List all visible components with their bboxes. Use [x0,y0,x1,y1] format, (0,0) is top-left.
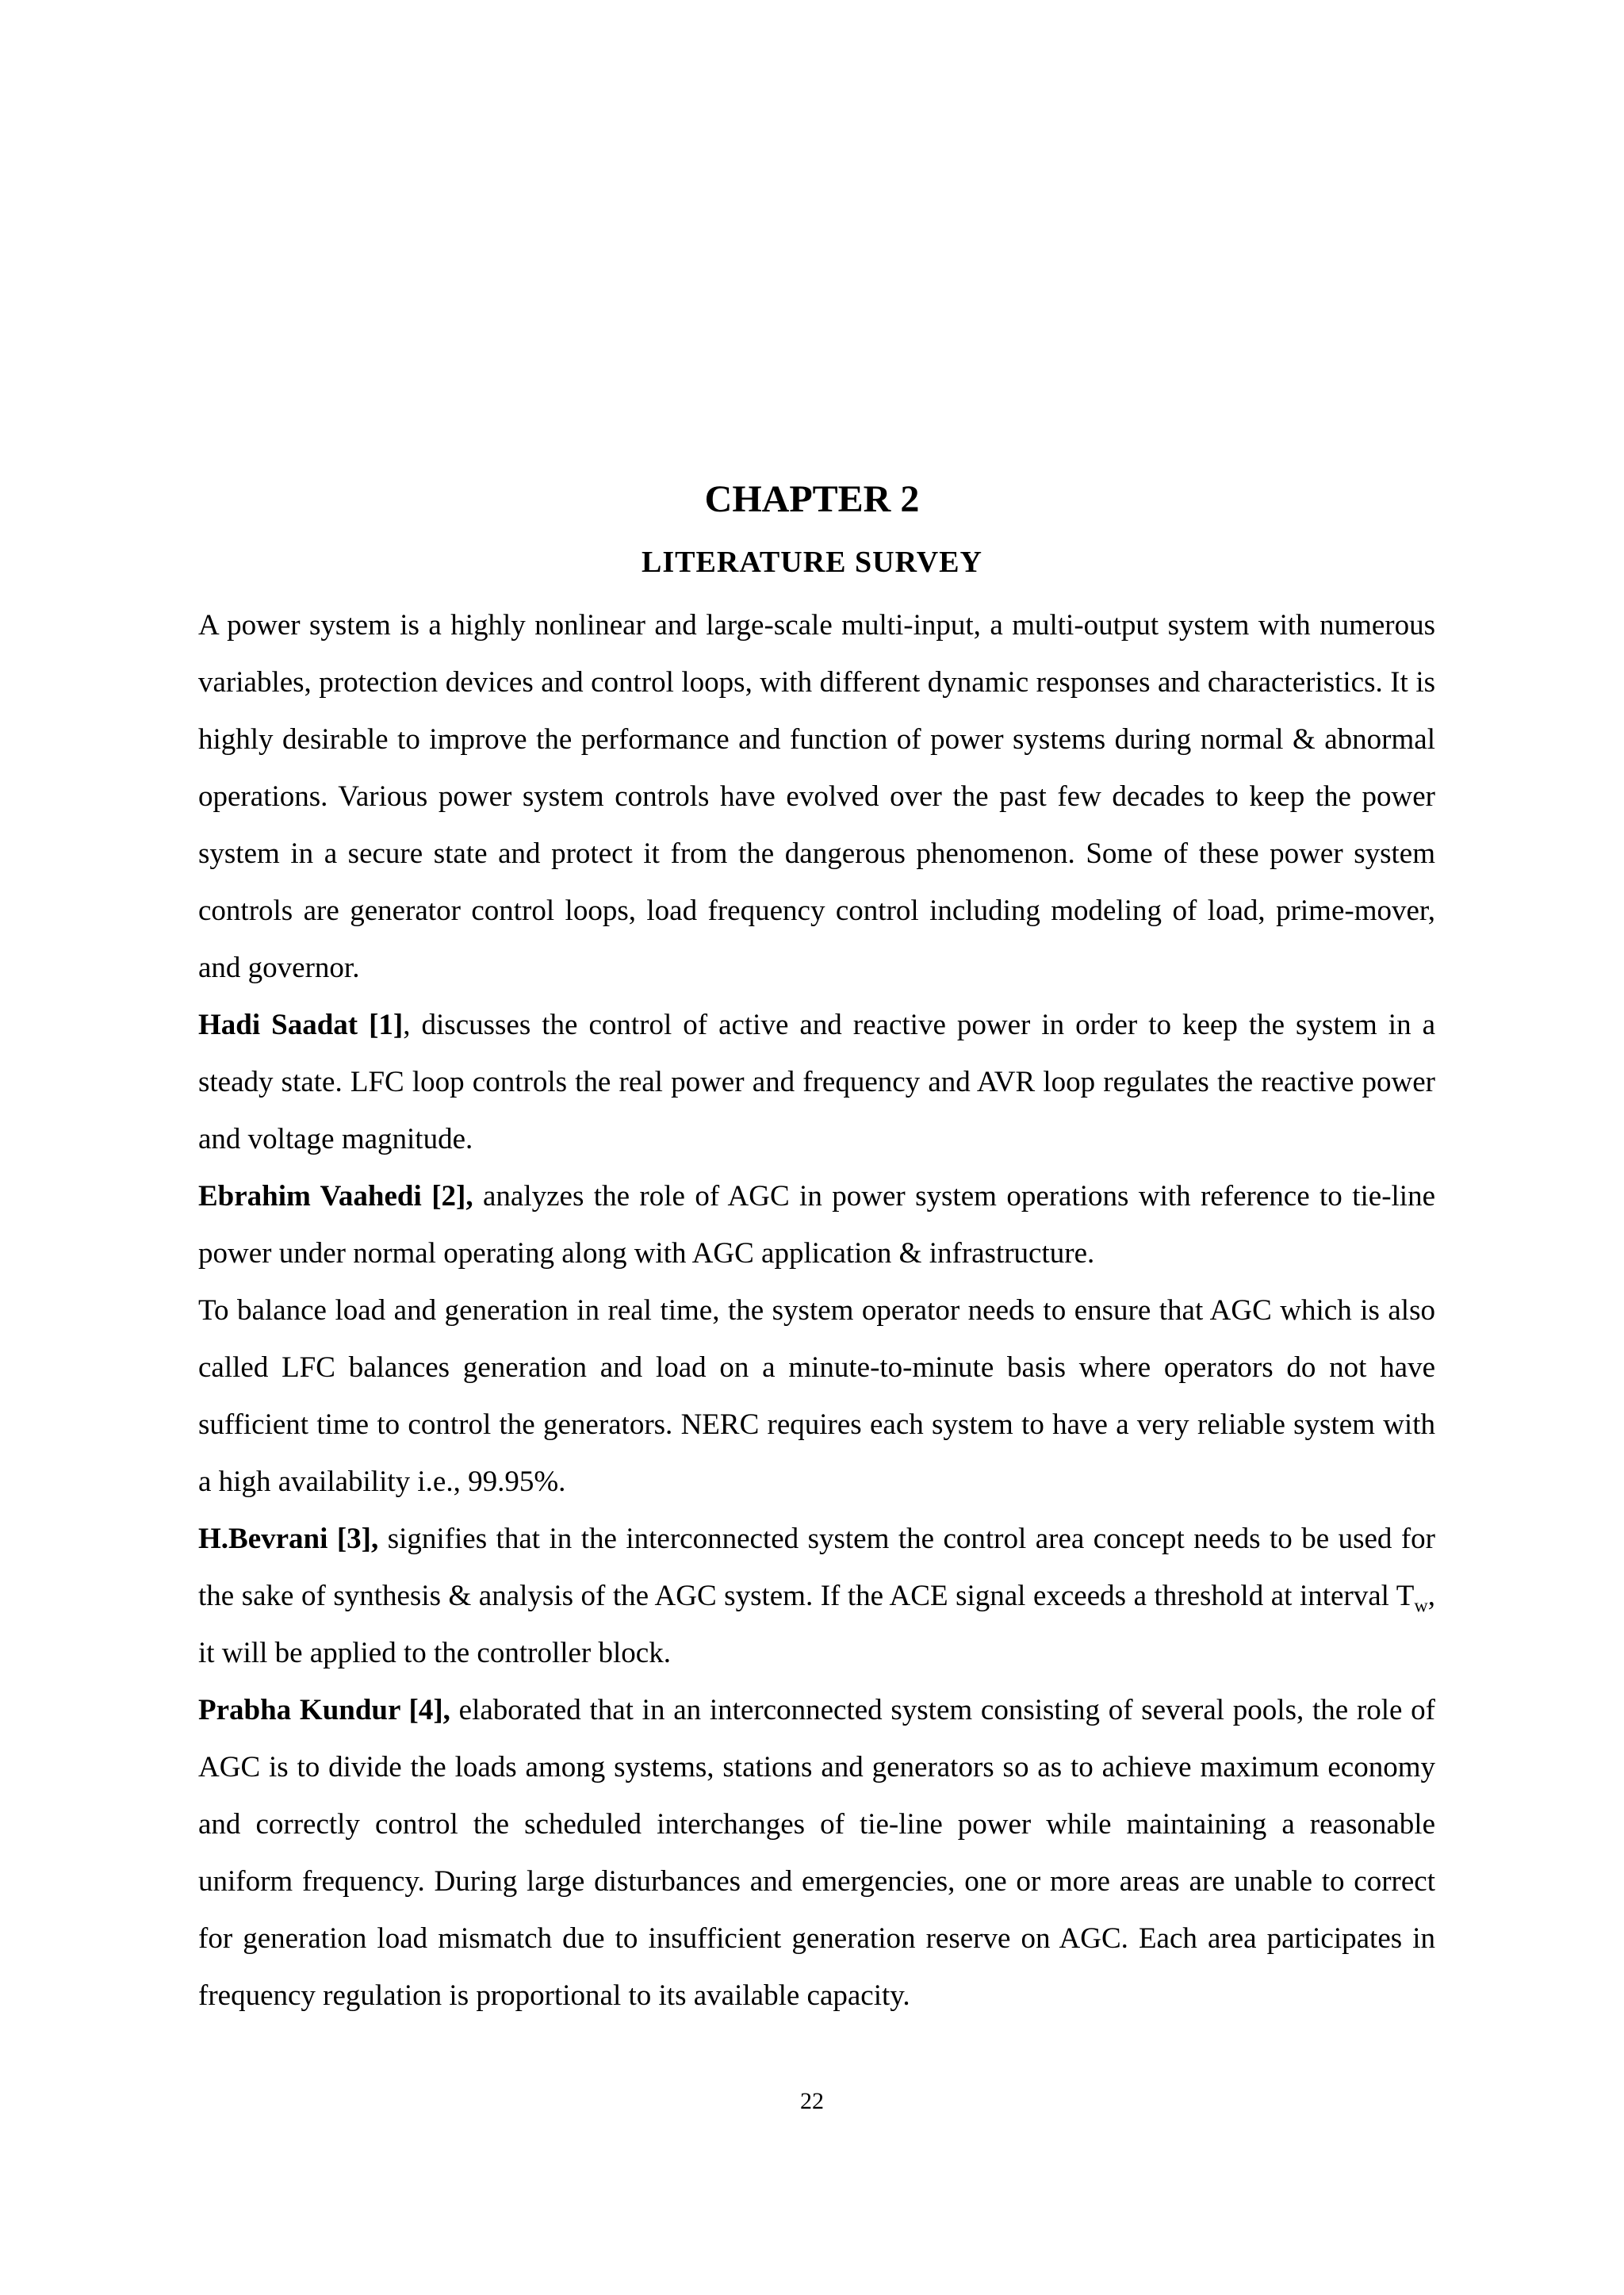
paragraph-text: , it will be applied to the controller block. [198,1580,1435,1669]
reference-author: Prabha Kundur [4], [198,1694,450,1726]
paragraph-text: analyzes the role of AGC in power system operations with reference to tie-line power under normal operating along with AGC application & infrastructure. [198,1180,1436,1270]
section-title: LITERATURE SURVEY [642,546,982,579]
paragraph-text: signifies that in the interconnected system the control area concept needs to be used for the sake of synthesis & analysis of the AGC system. If the ACE signal exceeds a threshold at interval T [198,1523,1435,1612]
paragraph-text: , discusses the control of active and reactive power in order to keep the system in a steady state. LFC loop controls the real power and frequency and AVR loop regulates the reactive power and voltage magnitude. [198,1009,1435,1155]
paragraph-text: To balance load and generation in real time, the system operator needs to ensure that AGC which is also called LFC balances generation and load on a minute-to-minute basis where operators do not have sufficient time to control the generators. NERC requires each system to have a very reliable system with a high availability i.e., 99.95%. [198,1294,1435,1498]
reference-author: Ebrahim Vaahedi [2], [198,1180,473,1213]
paragraph-balance [198,1282,1435,1511]
page-number: 22 [800,2088,824,2114]
body-text [198,597,1435,2025]
reference-author: H.Bevrani [3], [198,1523,379,1555]
paragraph-text: A power system is a highly nonlinear and large-scale multi-input, a multi-output system with numerous variables, protection devices and control loops, with different dynamic responses and characteristics. It is highly desirable to improve the performance and function of power systems during normal & abnormal operations. Various power system controls have evolved over the past few decades to keep the power system in a secure state and protect it from the dangerous phenomenon. Some of these power system controls are generator control loops, load frequency control including modeling of load, prime-mover, and governor. [198,609,1435,984]
subscript: w [1414,1596,1428,1617]
paragraph-bevrani [198,1511,1435,1682]
paragraph-kundur [198,1682,1435,2025]
reference-author: Hadi Saadat [1] [198,1009,404,1041]
chapter-title: CHAPTER 2 [704,478,920,520]
paragraph-intro [198,597,1435,997]
paragraph-text: elaborated that in an interconnected system consisting of several pools, the role of AGC is to divide the loads among systems, stations and generators so as to achieve maximum economy and correctly control the scheduled interchanges of tie-line power while maintaining a reasonable uniform frequency. During large disturbances and emergencies, one or more areas are unable to correct for generation load mismatch due to insufficient generation reserve on AGC. Each area participates in frequency regulation is proportional to its available capacity. [198,1694,1435,2012]
paragraph-saadat [198,997,1435,1168]
paragraph-vaahedi [198,1168,1435,1282]
